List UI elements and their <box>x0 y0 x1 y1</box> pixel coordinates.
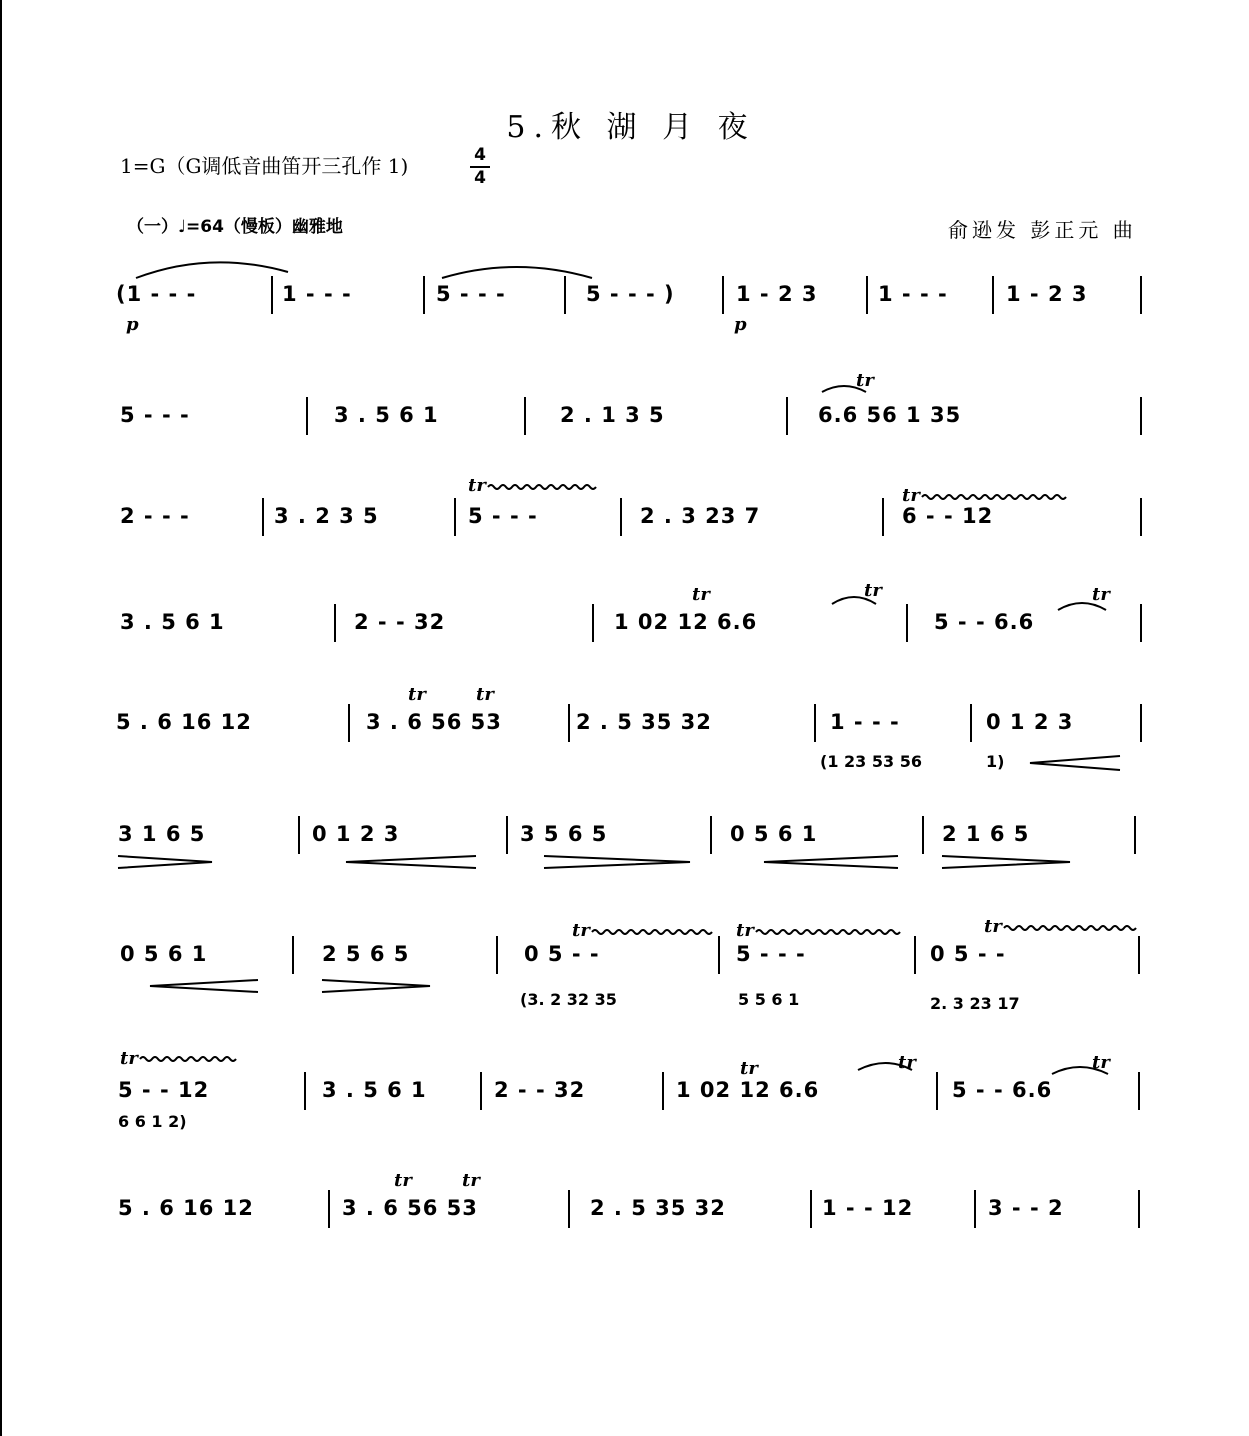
measure: 5 - - - ) <box>586 282 675 306</box>
crescendo-hairpin <box>150 980 258 992</box>
trill-mark: tr <box>572 920 590 941</box>
measure: 3 . 5 6 1 <box>322 1078 427 1102</box>
slur <box>822 386 866 392</box>
accompaniment: 1) <box>986 752 1005 771</box>
measure: 2 5 6 5 <box>322 942 410 966</box>
dynamic-piano: p <box>126 314 139 335</box>
trill-wave <box>488 485 596 489</box>
dynamic-piano: p <box>734 314 747 335</box>
trill-mark: tr <box>740 1058 758 1079</box>
accompaniment: 5 5 6 1 <box>738 990 800 1009</box>
slur <box>1052 1067 1108 1074</box>
measure: 0 1 2 3 <box>986 710 1074 734</box>
measure: 3 5 6 5 <box>520 822 608 846</box>
measure: 6 - - 12 <box>902 504 994 528</box>
slur <box>1058 603 1106 610</box>
measure: 2 - - 32 <box>494 1078 586 1102</box>
trill-wave <box>140 1057 236 1061</box>
measure: 0 5 6 1 <box>730 822 818 846</box>
trill-mark: tr <box>468 475 486 496</box>
measure: (1 - - - <box>116 282 197 306</box>
measure: 1 - 2 3 <box>1006 282 1088 306</box>
slur <box>136 262 288 278</box>
accompaniment: (1 23 53 56 <box>820 752 922 771</box>
measure: 1 - - - <box>878 282 948 306</box>
measure: 2 . 5 35 32 <box>576 710 712 734</box>
decrescendo-hairpin <box>942 856 1070 868</box>
time-numerator: 4 <box>474 145 486 165</box>
composer: 俞逊发 彭正元 曲 <box>948 218 1137 242</box>
crescendo-hairpin <box>1030 756 1120 770</box>
accompaniment: (3. 2 32 35 <box>520 990 617 1009</box>
trill-wave <box>756 930 900 934</box>
measure: 5 - - - <box>468 504 538 528</box>
measure: 0 5 - - <box>930 942 1006 966</box>
measure: 2 - - - <box>120 504 190 528</box>
trill-wave <box>1004 926 1136 930</box>
measure: 5 - - 12 <box>118 1078 210 1102</box>
measure: 5 . 6 16 12 <box>116 710 252 734</box>
time-denominator: 4 <box>474 168 486 188</box>
tempo-marking: （一）♩=64（慢板）幽雅地 <box>127 217 343 237</box>
measure: 3 . 6 56 53 <box>342 1196 478 1220</box>
trill-mark: tr <box>898 1052 916 1073</box>
measure: 5 . 6 16 12 <box>118 1196 254 1220</box>
measure: 5 - - - <box>120 403 190 427</box>
measure: 3 . 2 3 5 <box>274 504 379 528</box>
trill-mark: tr <box>902 485 920 506</box>
trill-mark: tr <box>856 370 874 391</box>
trill-mark: tr <box>864 580 882 601</box>
crescendo-hairpin <box>764 856 898 868</box>
measure: 6.6 56 1 35 <box>818 403 962 427</box>
measure: 1 - - - <box>282 282 352 306</box>
measure: 2 - - 32 <box>354 610 446 634</box>
measure: 3 1 6 5 <box>118 822 206 846</box>
measure: 3 . 5 6 1 <box>120 610 225 634</box>
measure: 0 1 2 3 <box>312 822 400 846</box>
key-signature: 1=G（G调低音曲笛开三孔作 1) <box>120 154 409 178</box>
measure: 5 - - - <box>736 942 806 966</box>
trill-mark: tr <box>1092 584 1110 605</box>
decrescendo-hairpin <box>544 856 690 868</box>
measure: 3 - - 2 <box>988 1196 1064 1220</box>
trill-mark: tr <box>736 920 754 941</box>
measure: 5 - - - <box>436 282 506 306</box>
measure: 1 - 2 3 <box>736 282 818 306</box>
trill-mark: tr <box>984 916 1002 937</box>
measure: 2 . 5 35 32 <box>590 1196 726 1220</box>
crescendo-hairpin <box>346 856 476 868</box>
trill-mark: tr <box>120 1048 138 1069</box>
measure: 5 - - 6.6 <box>952 1078 1053 1102</box>
trill-mark: tr <box>692 584 710 605</box>
measure: 5 - - 6.6 <box>934 610 1035 634</box>
trill-wave <box>922 495 1066 499</box>
trill-mark: tr <box>408 684 426 705</box>
trill-mark: tr <box>462 1170 480 1191</box>
measure: 2 . 1 3 5 <box>560 403 665 427</box>
measure: 0 5 - - <box>524 942 600 966</box>
measure: 1 02 12 6.6 <box>614 610 758 634</box>
score-title: 5.秋 湖 月 夜 <box>506 110 756 145</box>
measure: 0 5 6 1 <box>120 942 208 966</box>
trill-mark: tr <box>394 1170 412 1191</box>
trill-mark: tr <box>476 684 494 705</box>
slur <box>442 267 592 278</box>
decrescendo-hairpin <box>118 856 212 868</box>
decrescendo-hairpin <box>322 980 430 992</box>
measure: 3 . 6 56 53 <box>366 710 502 734</box>
trill-mark: tr <box>1092 1052 1110 1073</box>
accompaniment: 6 6 1 2) <box>118 1112 187 1131</box>
trill-wave <box>592 930 712 934</box>
measure: 1 - - 12 <box>822 1196 914 1220</box>
measure: 2 1 6 5 <box>942 822 1030 846</box>
measure: 2 . 3 23 7 <box>640 504 761 528</box>
measure: 3 . 5 6 1 <box>334 403 439 427</box>
accompaniment: 2. 3 23 17 <box>930 994 1020 1013</box>
measure: 1 - - - <box>830 710 900 734</box>
measure: 1 02 12 6.6 <box>676 1078 820 1102</box>
slur <box>832 597 876 604</box>
slur <box>858 1063 912 1070</box>
